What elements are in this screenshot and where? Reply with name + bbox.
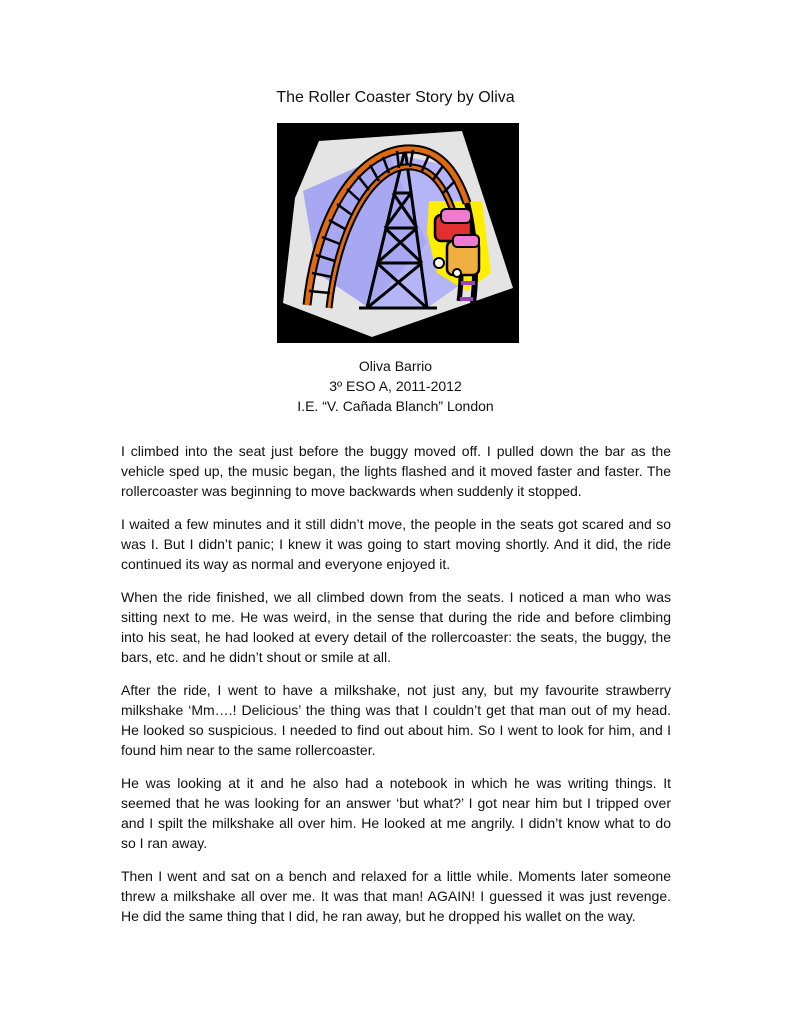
author-name: Oliva Barrio	[358, 358, 433, 374]
roller-coaster-clipart-icon	[277, 123, 519, 343]
author-class: 3º ESO A, 2011-2012	[329, 378, 462, 394]
story-paragraph: I climbed into the seat just before the buggy moved off. I pulled down the bar as the vehicle sped up, the music began, the lights flashed and it moved faster and faster. The rollercoaster was beginning to move backwards when suddenly it stopped.	[121, 443, 671, 499]
author-school: I.E. “V. Cañada Blanch” London	[297, 398, 494, 414]
story-paragraph: He was looking at it and he also had a notebook in which he was writing things. It seemed that he was looking for an answer ‘but what?’ I got near him but I tripped over and I spilt the milkshake all over him. He looked at me angrily. I didn’t know what to do so I ran away.	[121, 775, 671, 851]
story-paragraph: When the ride finished, we all climbed down from the seats. I noticed a man who was sitting next to me. He was weird, in the sense that during the ride and before climbing into his seat, he had looked at every detail of the rollercoaster: the seats, the buggy, the bars, etc. and he didn’t shout or smile at all.	[121, 589, 671, 665]
story-body	[121, 441, 671, 939]
author-block	[0, 356, 791, 416]
roller-coaster-illustration	[277, 123, 519, 343]
story-paragraph: After the ride, I went to have a milkshake, not just any, but my favourite strawberry milkshake ‘Mm….! Delicious’ the thing was that I couldn’t get that man out of my head. He looked so suspicious. I needed to find out about him. So I went to look for him, and I found him near to the same rollercoaster.	[121, 682, 671, 758]
document-title: The Roller Coaster Story by Oliva	[276, 89, 515, 106]
story-paragraph: I waited a few minutes and it still didn’t move, the people in the seats got scared and so was I. But I didn’t panic; I knew it was going to start moving shortly. And it did, the ride continued its way as normal and everyone enjoyed it.	[121, 516, 671, 572]
story-paragraph: Then I went and sat on a bench and relaxed for a little while. Moments later someone threw a milkshake all over me. It was that man! AGAIN! I guessed it was just revenge. He did the same thing that I did, he ran away, but he dropped his wallet on the way.	[121, 868, 671, 924]
